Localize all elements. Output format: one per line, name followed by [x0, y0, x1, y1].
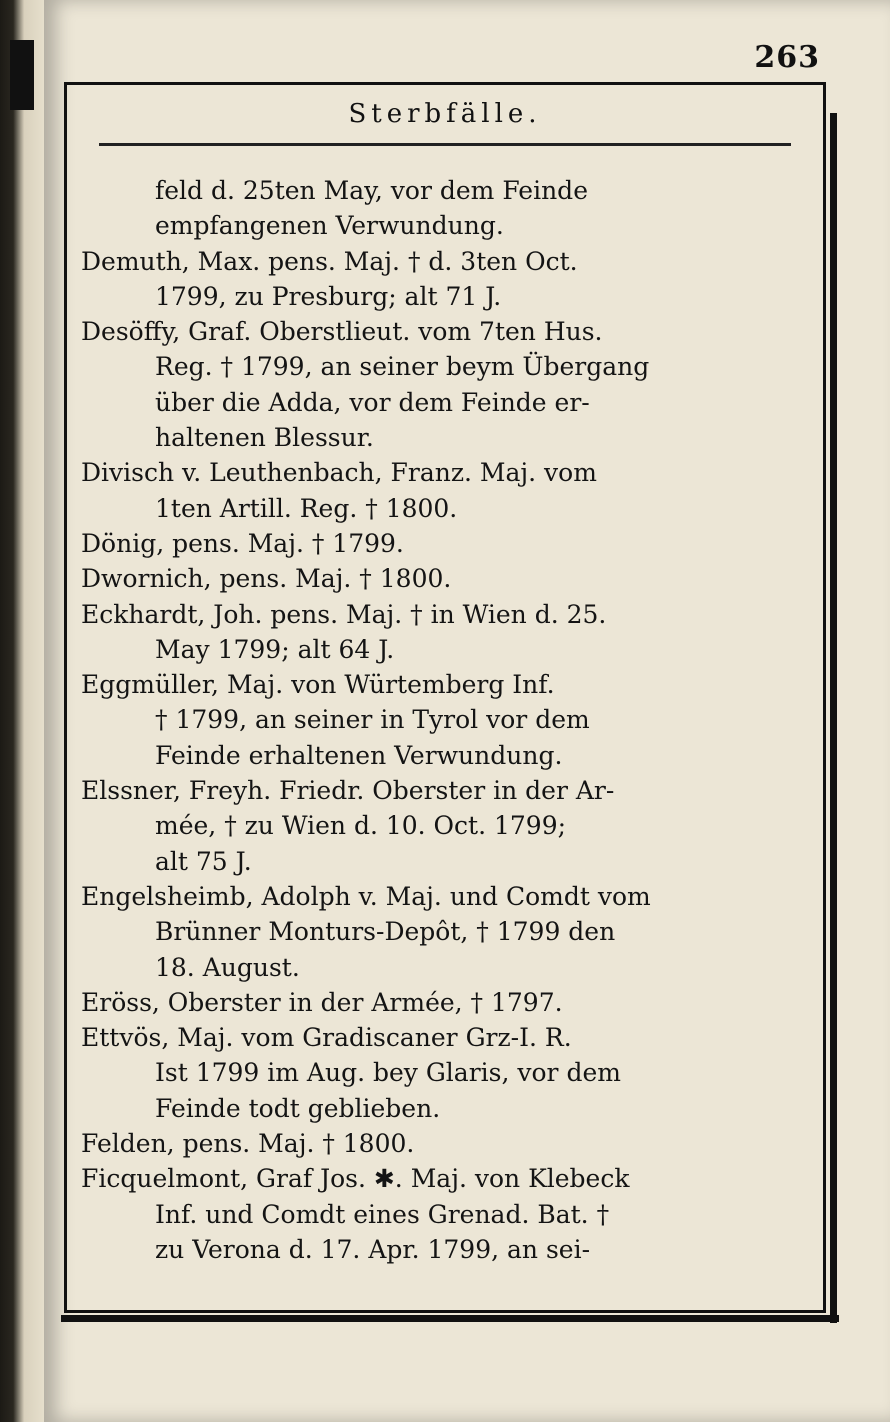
entry [81, 773, 819, 879]
entry-line: Demuth, Max. pens. Maj. † d. 3ten Oct. [81, 246, 578, 276]
entries-list [81, 173, 819, 1267]
entry-line: alt 75 J. [155, 846, 252, 876]
entry [81, 879, 819, 985]
entry [81, 526, 819, 561]
entry-line: Feinde erhaltenen Verwundung. [155, 740, 563, 770]
frame-shadow-bar [830, 113, 837, 1323]
entry [81, 1161, 819, 1267]
entry [81, 597, 819, 668]
entry-line: Divisch v. Leuthenbach, Franz. Maj. vom [81, 458, 597, 488]
entry [81, 1020, 819, 1126]
entry [81, 314, 819, 455]
entry-line: empfangenen Verwundung. [155, 211, 504, 241]
entry-line: Ettvös, Maj. vom Gradiscaner Grz-I. R. [81, 1023, 572, 1053]
entry-line: May 1799; alt 64 J. [155, 634, 395, 664]
entry [81, 455, 819, 526]
entry [81, 561, 819, 596]
book-page [44, 0, 890, 1422]
facing-page-mark [10, 40, 34, 110]
entry-line: Ist 1799 im Aug. bey Glaris, vor dem [155, 1058, 621, 1088]
entry-line: Felden, pens. Maj. † 1800. [81, 1129, 415, 1159]
entry [81, 173, 819, 244]
entry [81, 1126, 819, 1161]
entry-line: mée, † zu Wien d. 10. Oct. 1799; [155, 811, 567, 841]
page-heading: Sterbfälle. [348, 99, 542, 129]
entry-line: zu Verona d. 17. Apr. 1799, an sei- [155, 1234, 591, 1264]
text-frame [64, 82, 826, 1313]
entry-line: † 1799, an seiner in Tyrol vor dem [155, 705, 590, 735]
entry-line: Inf. und Comdt eines Grenad. Bat. † [155, 1199, 610, 1229]
entry-line: Dwornich, pens. Maj. † 1800. [81, 564, 452, 594]
entry-line: Eröss, Oberster in der Armée, † 1797. [81, 987, 563, 1017]
entry-line: Feinde todt geblieben. [155, 1093, 441, 1123]
entry-line: 18. August. [155, 952, 300, 982]
entry-line: Elssner, Freyh. Friedr. Oberster in der Ar- [81, 776, 615, 806]
entry-line: Dönig, pens. Maj. † 1799. [81, 528, 404, 558]
entry [81, 244, 819, 315]
entry [81, 667, 819, 773]
entry-line: Eggmüller, Maj. von Würtemberg Inf. [81, 670, 555, 700]
entry [81, 985, 819, 1020]
page-number: 263 [754, 40, 820, 75]
entry-line: Eckhardt, Joh. pens. Maj. † in Wien d. 25. [81, 599, 607, 629]
entry-line: Brünner Monturs-Depôt, † 1799 den [155, 917, 616, 947]
entry-line: Reg. † 1799, an seiner beym Übergang [155, 352, 650, 382]
heading-rule [99, 143, 791, 146]
entry-line: Engelsheimb, Adolph v. Maj. und Comdt vom [81, 881, 651, 911]
entry-line: über die Adda, vor dem Feinde er- [155, 387, 590, 417]
entry-line: 1799, zu Presburg; alt 71 J. [155, 281, 502, 311]
entry-line: Desöffy, Graf. Oberstlieut. vom 7ten Hus. [81, 317, 603, 347]
entry-line: haltenen Blessur. [155, 423, 374, 453]
entry-line: feld d. 25ten May, vor dem Feinde [155, 176, 588, 205]
entry-line: Ficquelmont, Graf Jos. ✱. Maj. von Klebeck [81, 1164, 630, 1194]
entry-line: 1ten Artill. Reg. † 1800. [155, 493, 458, 523]
facing-page-edge [0, 0, 44, 1422]
